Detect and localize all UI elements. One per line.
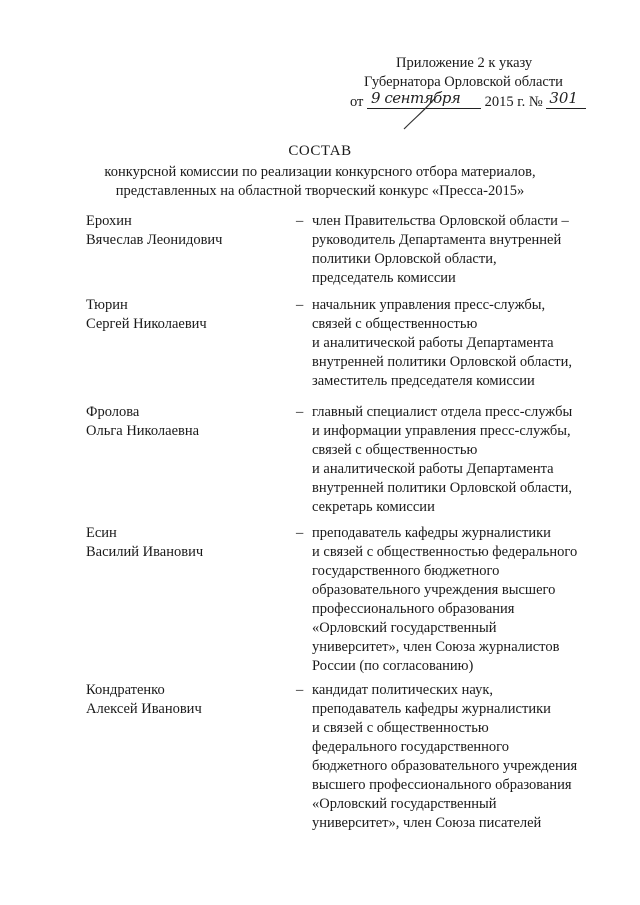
dash-separator: – [296,525,304,541]
role-line: государственного бюджетного [312,563,500,579]
role-line: профессионального образования [312,601,515,617]
member-surname: Фролова [86,404,140,420]
role-line: заместитель председателя комиссии [312,373,535,389]
member-surname: Ерохин [86,213,132,229]
role-line: член Правительства Орловской области – [312,213,569,229]
member-role [312,524,612,676]
role-line: «Орловский государственный [312,620,497,636]
handwritten-number: 301 [546,89,586,109]
role-line: и информации управления пресс-службы, [312,423,571,439]
member-role [312,296,612,391]
role-line: образовательного учреждения высшего [312,582,556,598]
member-name [86,524,286,562]
role-line: России (по согласованию) [312,658,474,674]
title-heading: СОСТАВ [288,143,352,159]
appendix-label: Приложение 2 к указу [396,55,533,71]
title-subtitle-line2: представленных на областной творческий конкурс «Пресса-2015» [115,183,525,199]
role-line: бюджетного образовательного учреждения [312,758,578,774]
member-role [312,681,612,833]
role-line: преподаватель кафедры журналистики [312,701,551,717]
title-subtitle-line1: конкурсной комиссии по реализации конкурсного отбора материалов, [104,164,536,180]
member-name [86,403,286,441]
member-surname: Есин [86,525,117,541]
member-surname: Кондратенко [86,682,165,698]
role-line: политики Орловской области, [312,251,497,267]
role-line: связей с общественностью [312,316,478,332]
role-line: связей с общественностью [312,442,478,458]
date-prefix: от [350,94,364,110]
handwritten-date: 9 сентября [367,89,481,109]
member-given-names: Ольга Николаевна [86,423,200,439]
role-line: федерального государственного [312,739,510,755]
dash-separator: – [296,404,304,420]
role-line: университет», член Союза писателей [312,815,542,831]
member-surname: Тюрин [86,297,128,313]
role-line: внутренней политики Орловской области, [312,480,572,496]
role-line: кандидат политических наук, [312,682,494,698]
member-given-names: Вячеслав Леонидович [86,232,223,248]
decree-reference [350,54,610,112]
governor-label: Губернатора Орловской области [364,74,563,90]
member-role [312,403,612,517]
role-line: и аналитической работы Департамента [312,461,554,477]
role-line: председатель комиссии [312,270,456,286]
role-line: и связей с общественностью [312,720,489,736]
member-name [86,296,286,334]
year-number-label: 2015 г. № [484,94,543,110]
member-given-names: Василий Иванович [86,544,204,560]
role-line: начальник управления пресс-службы, [312,297,546,313]
member-given-names: Сергей Николаевич [86,316,207,332]
role-line: секретарь комиссии [312,499,435,515]
member-name [86,681,286,719]
document-title [0,142,640,201]
dash-separator: – [296,682,304,698]
role-line: высшего профессионального образования [312,777,572,793]
dash-separator: – [296,213,304,229]
role-line: университет», член Союза журналистов [312,639,560,655]
role-line: руководитель Департамента внутренней [312,232,562,248]
role-line: внутренней политики Орловской области, [312,354,572,370]
member-given-names: Алексей Иванович [86,701,202,717]
dash-separator: – [296,297,304,313]
role-line: преподаватель кафедры журналистики [312,525,551,541]
role-line: и связей с общественностью федерального [312,544,578,560]
role-line: и аналитической работы Департамента [312,335,554,351]
role-line: главный специалист отдела пресс-службы [312,404,573,420]
pen-stroke-mark [400,97,440,131]
decree-date-line [350,89,610,112]
role-line: «Орловский государственный [312,796,497,812]
member-role [312,212,612,288]
member-name [86,212,286,250]
